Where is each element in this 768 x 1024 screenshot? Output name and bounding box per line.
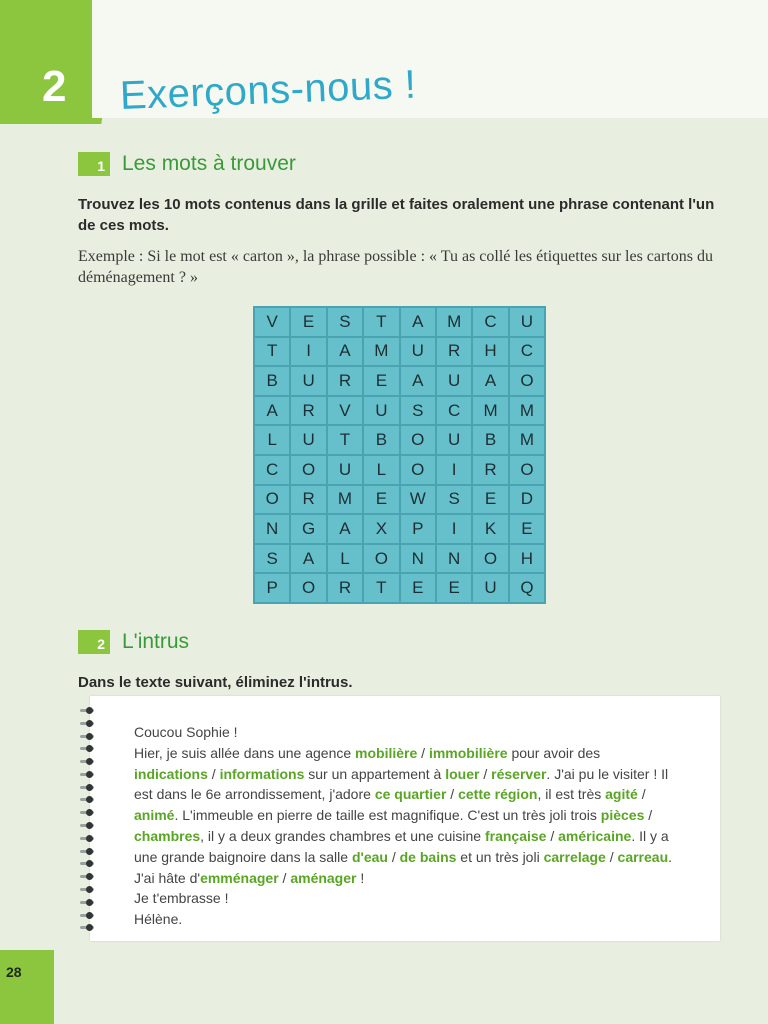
- page-title: Exerçons-nous !: [119, 62, 418, 118]
- letter-segment: /: [387, 848, 400, 865]
- answer-option[interactable]: américaine: [558, 827, 632, 844]
- grid-cell: H: [472, 337, 508, 367]
- letter-segment: sur un appartement à: [304, 765, 446, 782]
- grid-cell: C: [436, 396, 472, 426]
- grid-cell: S: [327, 307, 363, 337]
- spiral-ring: [76, 795, 96, 805]
- spiral-ring: [76, 885, 96, 895]
- letter-segment: , il y a deux grandes chambres et une cuisine: [200, 827, 485, 844]
- grid-cell: P: [254, 573, 290, 603]
- grid-cell: C: [254, 455, 290, 485]
- grid-cell: A: [327, 337, 363, 367]
- grid-cell: O: [509, 366, 545, 396]
- answer-option[interactable]: immobilière: [428, 744, 508, 761]
- grid-cell: E: [509, 514, 545, 544]
- answer-option[interactable]: louer: [445, 765, 480, 782]
- grid-cell: Q: [509, 573, 545, 603]
- page-number-box: [0, 950, 54, 1024]
- spiral-ring: [76, 757, 96, 767]
- spiral-ring: [76, 834, 96, 844]
- answer-option[interactable]: agité: [605, 786, 638, 803]
- section-2-instruction: Dans le texte suivant, éliminez l'intrus.: [78, 674, 353, 691]
- spiral-ring: [76, 923, 96, 933]
- grid-cell: L: [363, 455, 399, 485]
- grid-cell: U: [436, 366, 472, 396]
- grid-cell: L: [327, 544, 363, 574]
- letter-segment: /: [278, 869, 291, 886]
- grid-cell: R: [290, 485, 326, 515]
- spiral-ring: [76, 770, 96, 780]
- spiral-ring: [76, 783, 96, 793]
- grid-cell: L: [254, 425, 290, 455]
- grid-cell: O: [509, 455, 545, 485]
- answer-option[interactable]: chambres: [134, 827, 201, 844]
- spiral-ring: [76, 808, 96, 818]
- grid-cell: O: [290, 455, 326, 485]
- grid-cell: S: [254, 544, 290, 574]
- chapter-number: 2: [42, 62, 67, 111]
- grid-cell: R: [472, 455, 508, 485]
- letter-segment: /: [637, 786, 646, 803]
- letter-segment: . J'ai hâte d': [134, 848, 673, 886]
- grid-cell: U: [472, 573, 508, 603]
- grid-cell: T: [363, 307, 399, 337]
- answer-option[interactable]: ce quartier: [374, 786, 447, 803]
- grid-cell: N: [400, 544, 436, 574]
- grid-cell: I: [290, 337, 326, 367]
- letter-segment: Coucou Sophie !: [134, 724, 238, 740]
- grid-cell: D: [509, 485, 545, 515]
- grid-cell: B: [363, 425, 399, 455]
- grid-cell: I: [436, 455, 472, 485]
- grid-cell: E: [472, 485, 508, 515]
- spiral-ring: [76, 744, 96, 754]
- grid-cell: M: [472, 396, 508, 426]
- grid-cell: U: [400, 337, 436, 367]
- grid-cell: N: [254, 514, 290, 544]
- section-1-header: [78, 152, 296, 176]
- answer-option[interactable]: mobilière: [355, 744, 418, 761]
- answer-option[interactable]: indications: [134, 765, 208, 782]
- section-2-title: L'intrus: [122, 630, 190, 653]
- grid-cell: R: [290, 396, 326, 426]
- grid-cell: K: [472, 514, 508, 544]
- grid-cell: O: [363, 544, 399, 574]
- section-1-instruction: Trouvez les 10 mots contenus dans la grille et faites oralement une phrase contenant l'un de ces mots.: [78, 196, 715, 234]
- grid-cell: E: [400, 573, 436, 603]
- section-2-badge: 2: [78, 630, 110, 654]
- grid-cell: H: [509, 544, 545, 574]
- grid-cell: S: [436, 485, 472, 515]
- grid-cell: C: [509, 337, 545, 367]
- letter-segment: /: [417, 744, 429, 761]
- letter-segment: Hélène.: [134, 911, 183, 928]
- spiral-ring: [76, 911, 96, 921]
- grid-cell: T: [254, 337, 290, 367]
- grid-cell: O: [472, 544, 508, 574]
- answer-option[interactable]: aménager: [290, 869, 357, 886]
- answer-option[interactable]: de bains: [399, 848, 457, 865]
- answer-option[interactable]: carreau: [617, 848, 669, 865]
- grid-cell: W: [400, 485, 436, 515]
- spiral-ring: [76, 719, 96, 729]
- grid-cell: E: [363, 366, 399, 396]
- grid-cell: M: [436, 307, 472, 337]
- letter-segment: , il est très: [537, 786, 606, 803]
- letter-segment: . Il y a une grande baignoire dans la salle: [134, 827, 669, 865]
- grid-cell: U: [290, 366, 326, 396]
- grid-cell: V: [327, 396, 363, 426]
- grid-cell: R: [327, 573, 363, 603]
- grid-cell: E: [436, 573, 472, 603]
- page-number: 28: [6, 964, 22, 980]
- notepad-spiral: [76, 706, 96, 936]
- letter-segment: /: [605, 848, 618, 865]
- grid-cell: U: [363, 396, 399, 426]
- letter-segment: /: [644, 807, 653, 824]
- spiral-ring: [76, 732, 96, 742]
- letter-segment: Hier, je suis allée dans une agence: [134, 744, 356, 761]
- grid-cell: A: [290, 544, 326, 574]
- grid-cell: G: [290, 514, 326, 544]
- letter-segment: . L'immeuble en pierre de taille est magnifique. C'est un très joli trois: [174, 807, 601, 824]
- letter-segment: /: [446, 786, 459, 803]
- grid-cell: M: [509, 396, 545, 426]
- answer-option[interactable]: informations: [219, 765, 305, 782]
- grid-cell: C: [472, 307, 508, 337]
- letter-segment: !: [356, 869, 365, 886]
- section-1-badge: 1: [78, 152, 110, 176]
- grid-cell: U: [436, 425, 472, 455]
- grid-cell: M: [509, 425, 545, 455]
- answer-option[interactable]: carrelage: [543, 848, 606, 865]
- grid-cell: O: [290, 573, 326, 603]
- letter-segment: Je t'embrasse !: [134, 890, 229, 907]
- spiral-ring: [76, 872, 96, 882]
- grid-cell: O: [254, 485, 290, 515]
- grid-cell: O: [400, 425, 436, 455]
- letter-segment: et un très joli: [456, 848, 544, 865]
- grid-cell: A: [472, 366, 508, 396]
- grid-cell: A: [327, 514, 363, 544]
- grid-cell: U: [327, 455, 363, 485]
- letter-segment: . J'ai pu le visiter ! Il est dans le 6e arrondissement, j'adore: [134, 765, 669, 803]
- word-search-grid: [253, 306, 546, 604]
- answer-option[interactable]: française: [484, 827, 547, 844]
- grid-cell: P: [400, 514, 436, 544]
- spiral-ring: [76, 859, 96, 869]
- grid-cell: A: [400, 366, 436, 396]
- answer-option[interactable]: emménager: [200, 869, 279, 886]
- letter-segment: pour avoir des: [507, 744, 601, 761]
- section-1-example: Exemple : Si le mot est « carton », la phrase possible : « Tu as collé les étiquettes sur les cartons du déménagement ? »: [78, 248, 713, 286]
- spiral-ring: [76, 706, 96, 716]
- grid-cell: A: [254, 396, 290, 426]
- spiral-ring: [76, 821, 96, 831]
- grid-cell: S: [400, 396, 436, 426]
- spiral-ring: [76, 898, 96, 908]
- answer-option[interactable]: animé: [134, 807, 175, 824]
- grid-cell: O: [400, 455, 436, 485]
- answer-option[interactable]: pièces: [600, 807, 645, 824]
- grid-cell: B: [472, 425, 508, 455]
- grid-cell: U: [509, 307, 545, 337]
- section-2-header: [78, 630, 189, 654]
- grid-cell: T: [327, 425, 363, 455]
- answer-option[interactable]: cette région: [458, 786, 538, 803]
- grid-cell: E: [363, 485, 399, 515]
- letter-segment: /: [546, 827, 559, 844]
- grid-cell: N: [436, 544, 472, 574]
- grid-cell: M: [327, 485, 363, 515]
- grid-cell: R: [327, 366, 363, 396]
- grid-cell: I: [436, 514, 472, 544]
- answer-option[interactable]: d'eau: [351, 848, 388, 865]
- grid-cell: M: [363, 337, 399, 367]
- grid-cell: X: [363, 514, 399, 544]
- answer-option[interactable]: réserver: [491, 765, 547, 782]
- grid-cell: E: [290, 307, 326, 337]
- section-1-title: Les mots à trouver: [122, 152, 296, 175]
- grid-cell: T: [363, 573, 399, 603]
- letter-segment: /: [479, 765, 492, 782]
- grid-cell: B: [254, 366, 290, 396]
- letter-segment: /: [207, 765, 220, 782]
- grid-cell: V: [254, 307, 290, 337]
- grid-cell: A: [400, 307, 436, 337]
- spiral-ring: [76, 847, 96, 857]
- letter-text: [134, 722, 674, 930]
- grid-cell: R: [436, 337, 472, 367]
- grid-cell: U: [290, 425, 326, 455]
